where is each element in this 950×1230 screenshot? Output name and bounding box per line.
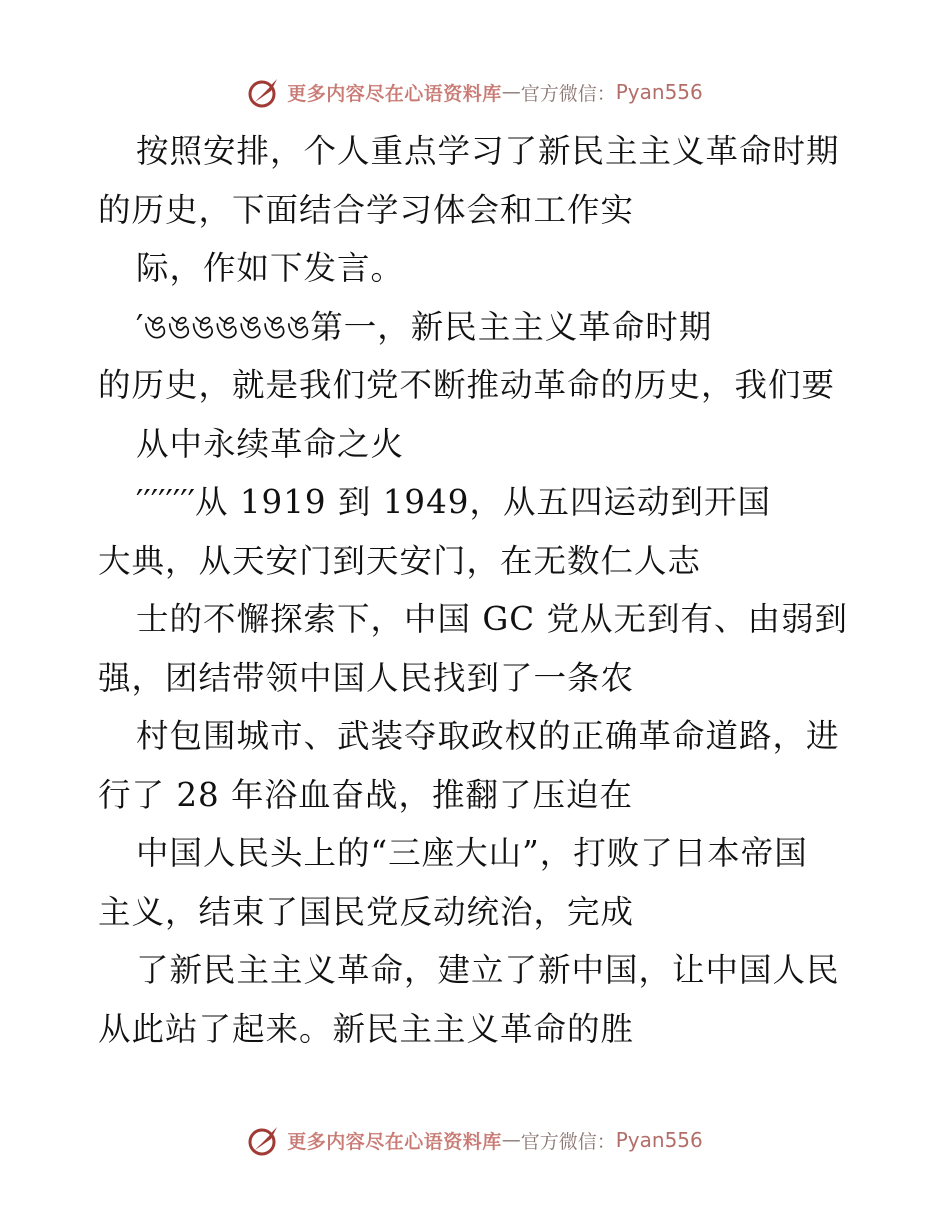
prefix-mark: ′ bbox=[136, 307, 144, 346]
banner-dash: — bbox=[501, 81, 521, 103]
banner-handle: Pyan556 bbox=[615, 1128, 703, 1152]
header-watermark bbox=[0, 72, 950, 112]
text-line: 中国人民头上的“三座大山”，打败了日本帝国 bbox=[136, 834, 808, 872]
footer-watermark bbox=[0, 1120, 950, 1160]
text-line: 按照安排，个人重点学习了新民主主义革命时期 bbox=[136, 132, 840, 170]
text-line: 行了 28 年浴血奋战，推翻了压迫在 bbox=[98, 775, 634, 814]
banner-title: 更多内容尽在心语资料库 bbox=[287, 1130, 502, 1153]
quill-logo-icon bbox=[247, 1123, 281, 1157]
banner-handle: Pyan556 bbox=[615, 80, 703, 104]
quill-logo-icon bbox=[247, 75, 281, 109]
text-line: 士的不懈探索下，中国 GC 党从无到有、由弱到 bbox=[136, 600, 848, 638]
text-line: 强，团结带领中国人民找到了一条农 bbox=[98, 658, 635, 697]
text-line: 村包围城市、武装夺取政权的正确革命道路，进 bbox=[136, 717, 840, 755]
document-body bbox=[98, 122, 858, 1058]
text-line: 了新民主主义革命，建立了新中国，让中国人民 bbox=[136, 951, 840, 989]
prefix-mark: ′′′′′′′′ bbox=[136, 483, 196, 521]
text-line: 大典，从天安门到天安门，在无数仁人志 bbox=[98, 541, 702, 580]
banner-dash: — bbox=[501, 1129, 521, 1151]
banner-subtitle: 官方微信： bbox=[520, 82, 616, 105]
text-line: 的历史，就是我们党不断推动革命的历史，我们要 bbox=[98, 366, 836, 404]
banner-subtitle: 官方微信： bbox=[520, 1130, 616, 1153]
flourish-ornament: ঙঙঙঙঙঙঙ bbox=[143, 307, 311, 346]
text-line: 际，作如下发言。 bbox=[136, 249, 405, 287]
text-line: 从中永续革命之火 bbox=[136, 424, 405, 463]
text-line: ′ঙঙঙঙঙঙঙ第一，新民主主义革命时期 bbox=[136, 307, 713, 346]
banner-title: 更多内容尽在心语资料库 bbox=[287, 82, 502, 105]
text-line: 主义，结束了国民党反动统治，完成 bbox=[98, 892, 635, 931]
text-line: ′′′′′′′′从 1919 到 1949，从五四运动到开国 bbox=[136, 483, 771, 521]
text-line: 的历史，下面结合学习体会和工作实 bbox=[98, 190, 635, 229]
text-line: 从此站了起来。新民主主义革命的胜 bbox=[98, 1009, 635, 1048]
